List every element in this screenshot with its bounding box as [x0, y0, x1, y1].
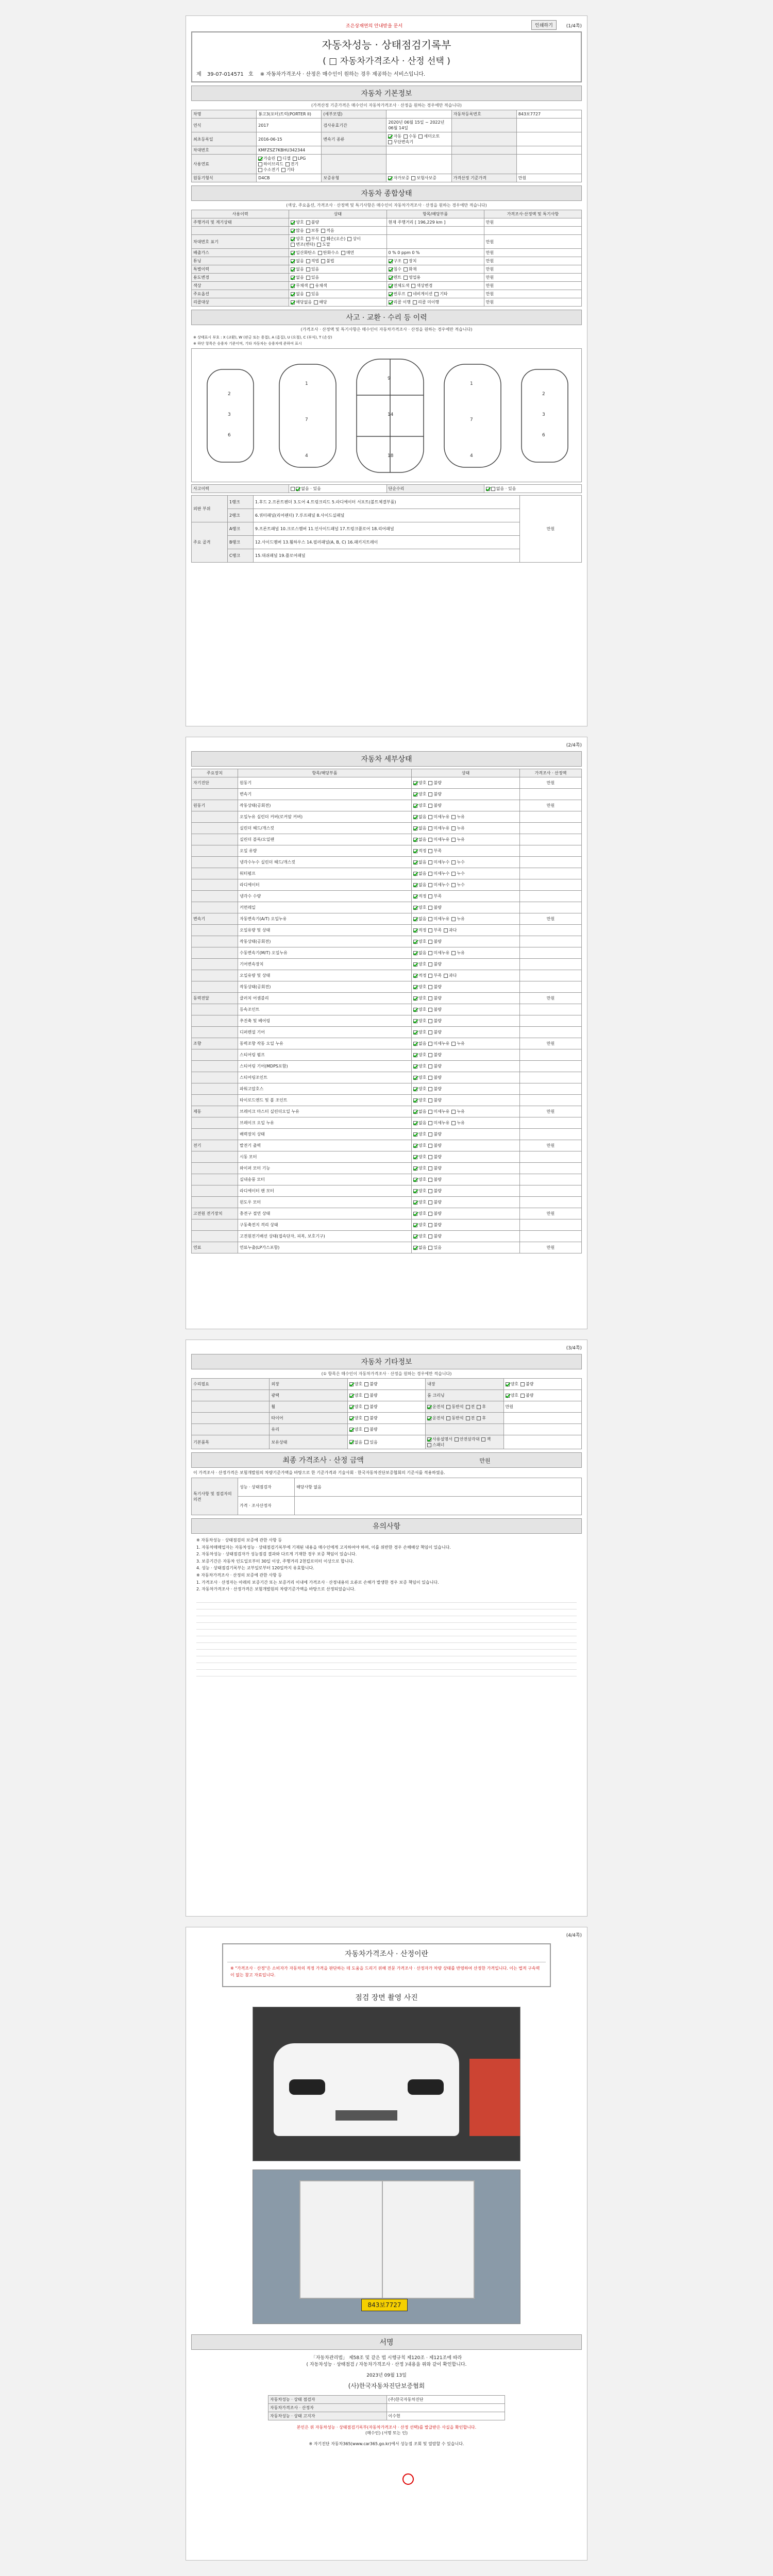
general-table: 사용이력 상태 항목/해당부품 가격조사·산정액 및 특기사항 주행거리 및 계기상태 양호 불량 현재 주행거리 [ 196,229 km ] 만원 많음 보통 적음 차대번호 표기 양호 부식 훼손(오손) 상이변조(변타) 도말 만원 배출가스 일산화탄소 탄화수소 매연 0 % 0 ppm 0 % 만원 튜닝 없음 적법 불법 구조 장치 만원 특별이력 없음 있음 침수 화재 만원 용도변경 없음 있음 렌트 영업용 만원 색상 무채색 유채색 전체도색 색상변경 만원 주요옵션 없음 있음 썬루프 네비게이션 기타 만원 리콜대상 해당없음 해당 리콜 이행 리콜 미이행 만원 [191, 210, 582, 307]
detail-row: 전기 발전기 출력 양호 불량 만원 [192, 1140, 582, 1151]
detail-header: 자동차 세부상태 [191, 751, 582, 767]
detail-row: 윈도우 모터 양호 불량 [192, 1197, 582, 1208]
accident-rank-row: B랭크 12.사이드멤버 13.휠하우스 14.필러패널(A, B, C) 16.패키지트레이 [192, 536, 582, 549]
page-number-2: (2/4쪽) [566, 743, 582, 748]
accident-legend-2: ※ 하단 항목은 승용차 기준이며, 기타 자동차는 승용차에 준하여 표시 [193, 342, 302, 346]
detail-row: 기어변속장치 양호 불량 [192, 959, 582, 970]
basic-header: 자동차 기본정보 [191, 86, 582, 101]
svg-text:4: 4 [470, 453, 473, 459]
pricing-header: 자동차가격조사 · 산정이란 [227, 1948, 546, 1962]
car-outline-svg [192, 349, 582, 482]
other-row: 광택 양호 불량 룸 크리닝 양호 불량 [192, 1390, 582, 1401]
accident-history-label: 사고이력 [192, 485, 289, 493]
svg-text:3: 3 [228, 412, 231, 417]
detail-row: 스티어링 펌프 양호 불량 [192, 1049, 582, 1061]
detail-row: 구동축전지 격리 상태 양호 불량 [192, 1219, 582, 1231]
caution-header: 유의사항 [191, 1518, 582, 1534]
detail-row: 워터펌프 없음 미세누수 누수 [192, 868, 582, 879]
caution-line: 2. 자동차가격조사 · 산정가격은 보험개발원의 차량기준가액을 바탕으로 산정되었습니다. [196, 1587, 356, 1592]
page-3 [186, 1340, 587, 1917]
general-row: 특별이력 없음 있음 침수 화재 만원 [192, 265, 582, 274]
print-button[interactable]: 인쇄하기 [531, 20, 557, 30]
page-2 [186, 737, 587, 1329]
accident-rank-row: 외판 부위 1랭크 1.후드 2.프론트펜더 3.도어 4.트렁크리드 5.라디에이터 서포트(볼트체결부품) 만원 [192, 496, 582, 509]
other-row: 기본품목 보유상태 없음 있음 사용설명서 안전삼각대 잭스패너 [192, 1435, 582, 1449]
general-row: 배출가스 일산화탄소 탄화수소 매연 0 % 0 ppm 0 % 만원 [192, 249, 582, 257]
caution-fill [191, 1598, 582, 1676]
svg-text:2: 2 [542, 392, 545, 397]
page-number-3: (3/4쪽) [566, 1346, 582, 1351]
svg-text:3: 3 [542, 412, 545, 417]
svg-text:2: 2 [228, 392, 231, 397]
sign-buyer: (매수인) (서명 또는 인) [365, 2430, 408, 2435]
no-label: 제 [196, 72, 201, 77]
license-plate: 843보7727 [361, 2299, 408, 2311]
other-table [191, 1378, 582, 1449]
detail-row: 오일유량 및 상태 적정 부족 과다 [192, 925, 582, 936]
accident-legend-1: ※ 상태표시 부호 : X (교환), W (판금 또는 용접), A (흠집), U (요철), C (부식), T (손상) [193, 335, 332, 340]
photo-header: 점검 장면 촬영 사진 [355, 1993, 418, 2002]
final-text: 이 가격조사 · 산정가격은 보험개발원의 차량기준가액을 바탕으로 한 기준가격과 기술사회 · 한국자동차진단보증협회의 기준서를 적용하였음. [193, 1470, 445, 1475]
page-1 [186, 15, 587, 726]
basic-row: 차명 봉고3(포터)트럭(PORTER II) (세부모델) 자동차등록번호 843보7727 [192, 110, 582, 118]
detail-row: 변속기 양호 불량 [192, 789, 582, 800]
basic-row: 최초등록일 2016-06-15 변속기 종류 자동 수동 세미오토무단변속기 [192, 132, 582, 146]
detail-row: 브레이크 오일 누유 없음 미세누유 누유 [192, 1117, 582, 1129]
sign-org: (사)한국자동차진단보증협회 [348, 2382, 425, 2389]
caution-line: 1. 자동차매매업자는 자동차성능 · 상태점검기록부에 기재된 내용을 매수인에게 고지하여야 하며, 이를 위반한 경우 손해배상 책임이 있습니다. [196, 1545, 451, 1550]
general-row: 차대번호 표기 양호 부식 훼손(오손) 상이변조(변타) 도말 만원 [192, 235, 582, 249]
detail-row: 시동 모터 양호 불량 [192, 1151, 582, 1163]
detail-row: 파워고압호스 양호 불량 [192, 1083, 582, 1095]
other-row: 수리필요 외장 양호 불량 내장 양호 불량 [192, 1379, 582, 1390]
detail-row: 작동상태(공회전) 양호 불량 [192, 936, 582, 947]
doc-warning: ※ 자동차가격조사 · 산정은 매수인이 원하는 경우 제공하는 서비스입니다. [260, 72, 426, 77]
svg-text:4: 4 [305, 453, 308, 459]
svg-text:1: 1 [470, 381, 473, 386]
svg-text:6: 6 [542, 433, 545, 438]
sign-law2: ( 자동차성능 · 상태점검 / 자동차가격조사 · 산정 )내용을 위와 같이 확인합니다. [306, 2362, 467, 2367]
svg-text:1: 1 [305, 381, 308, 386]
accident-summary [191, 484, 582, 493]
pricing-text: ※ "가격조사 · 산정"은 소비자가 자동차의 적정 가격을 판단하는 데 도움을 드리기 위해 전문 가격조사 · 산정자가 차량 상태를 반영하여 산정한 가격입니다. 이는 법적 구속력이 없는 참고 자료입니다. [230, 1966, 540, 1977]
page-4 [186, 1927, 587, 2561]
detail-row: 수동변속기(M/T) 오일누유 없음 미세누유 누유 [192, 947, 582, 959]
sign-bottom: ※ 자기진단 자동차365(www.car365.go.kr)에서 성능점 조회 및 열람할 수 있습니다. [309, 2441, 464, 2446]
detail-row: 실린더 블록/오일팬 없음 미세누유 누유 [192, 834, 582, 845]
basic-row: 차대번호 KMFZSZ7KBHU342344 [192, 146, 582, 155]
accident-note: (가격조사 · 산정액 및 특기사항은 매수인이 자동차가격조사 · 산정을 원하는 경우에만 적습니다) [300, 327, 473, 332]
caution-list [191, 1534, 582, 1596]
general-row: 주요옵션 없음 있음 썬루프 네비게이션 기타 만원 [192, 290, 582, 298]
ho-label: 호 [248, 72, 254, 77]
other-header: 자동차 기타정보 [191, 1354, 582, 1369]
detail-row: 냉각수누수 실린더 헤드/개스킷 없음 미세누수 누수 [192, 857, 582, 868]
basic-table [191, 110, 582, 182]
detail-row: 와이퍼 모터 기능 양호 불량 [192, 1163, 582, 1174]
page-number: (1/4쪽) [566, 24, 582, 29]
detail-row: 작동상태(공회전) 양호 불량 [192, 981, 582, 993]
general-note: (색상, 주요옵션, 가격조사 · 산정액 및 특기사항은 매수인이 자동차가격조사 · 산정을 원하는 경우에만 적습니다) [286, 203, 487, 208]
seal-stamp [402, 2473, 414, 2485]
detail-row: 배력장치 상태 양호 불량 [192, 1129, 582, 1140]
other-row: 타이어 양호 불량 운전석 동반석 전 후 [192, 1413, 582, 1424]
final-header: 최종 가격조사 · 산정 금액 만원 [191, 1452, 582, 1468]
accident-table [191, 495, 582, 563]
general-row: 리콜대상 해당없음 해당 리콜 이행 리콜 미이행 만원 [192, 298, 582, 307]
sign-table: 자동차성능 · 상태 점검자 (주)한국자동차진단 자동차가격조사 · 산정자 자동차성능 · 상태 고지자 이수현 [268, 2395, 505, 2420]
detail-row: 디퍼렌셜 기어 양호 불량 [192, 1027, 582, 1038]
general-row: 용도변경 없음 있음 렌트 영업용 만원 [192, 274, 582, 282]
detail-row: 원동기 작동상태(공회전) 양호 불량 만원 [192, 800, 582, 811]
detail-row: 동력전달 클러치 어셈블리 양호 불량 만원 [192, 993, 582, 1004]
accident-rank-row: C랭크 15.대쉬패널 19.플로어패널 [192, 549, 582, 563]
other-row: 휠 양호 불량 운전석 동반석 전 후 만원 [192, 1401, 582, 1413]
general-row: 튜닝 없음 적법 불법 구조 장치 만원 [192, 257, 582, 265]
detail-row: 조향 동력조향 작동 오일 누유 없음 미세누유 누유 만원 [192, 1038, 582, 1049]
caution-line: 3. 보증기간은 자동차 인도일로부터 30일 이상, 주행거리 2천킬로미터 이상으로 합니다. [196, 1558, 354, 1564]
car-diagram [191, 348, 582, 482]
detail-row: 냉각수 수량 적정 부족 [192, 891, 582, 902]
detail-row: 실내송풍 모터 양호 불량 [192, 1174, 582, 1185]
basic-row: 원동기형식 D4CB 보증유형 자가보증 보험사보증 가격산정 기준가격 만원 [192, 174, 582, 182]
detail-row: 오일 유량 적정 부족 [192, 845, 582, 857]
basic-row: 사용연료 가솔린 디젤 LPG하이브리드 전기수소전기 기타 [192, 155, 582, 174]
caution-line: ※ 자동차성능 · 상태점검의 보증에 관한 사항 등 [196, 1538, 282, 1543]
detail-row: 연료 연료누출(LP가스포함) 없음 있음 만원 [192, 1242, 582, 1253]
no-value: 39-07-014571 [207, 72, 244, 77]
top-link[interactable]: 조은상재연의 안내받을 문서 [346, 24, 403, 29]
accident-rank-row: 주요 골격 A랭크 9.프론트패널 10.크로스멤버 11.인사이드패널 17.트렁크플로어 18.리어패널 [192, 522, 582, 536]
doc-subtitle: ( □ 자동차가격조사 · 산정 선택 ) [323, 56, 450, 66]
detail-row: 스티어링 기어(MDPS포함) 양호 불량 [192, 1061, 582, 1072]
other-note: (① 항목은 매수인이 자동차가격조사 · 산정을 원하는 경우에만 적습니다) [321, 1371, 452, 1376]
detail-row: 변속기 자동변속기(A/T) 오일누유 없음 미세누유 누유 만원 [192, 913, 582, 925]
accident-history-value: 없음 · 있음 [289, 485, 386, 493]
caution-line: 4. 성능 · 상태점검기록부는 교부일로부터 120일까지 유효합니다. [196, 1566, 314, 1571]
detail-row: 라디에이터 팬 모터 양호 불량 [192, 1185, 582, 1197]
caution-line: 2. 자동차성능 · 상태점검자가 성능점검 결과와 다르게 기재한 경우 보증 책임이 있습니다. [196, 1552, 357, 1557]
svg-text:14: 14 [388, 412, 394, 417]
basic-row: 연식 2017 검사유효기간 2020년 06월 15일 ~ 2022년 06월 14일 [192, 118, 582, 132]
sign-header: 서명 [191, 2334, 582, 2350]
general-row: 주행거리 및 계기상태 양호 불량 현재 주행거리 [ 196,229 km ] 만원 [192, 218, 582, 227]
detail-row: 실린더 헤드/개스킷 없음 미세누유 누유 [192, 823, 582, 834]
svg-text:9: 9 [388, 376, 391, 381]
detail-row: 고전원전기배선 상태(접속단자, 피복, 보호기구) 양호 불량 [192, 1231, 582, 1242]
svg-text:7: 7 [305, 417, 308, 422]
general-row: 색상 무채색 유채색 전체도색 색상변경 만원 [192, 282, 582, 290]
svg-text:6: 6 [228, 433, 231, 438]
sign-footer: 본인은 위 자동차성능 · 상태점검기록부(자동차가격조사 · 산정 선택)를 발급받은 사실을 확인합니다. [296, 2425, 477, 2430]
page-number-4: (4/4쪽) [566, 1933, 582, 1938]
general-row: 많음 보통 적음 [192, 227, 582, 235]
sign-law: 「자동차관리법」 제58조 및 같은 법 시행규칙 제120조 · 제121조에 따라 [311, 2355, 462, 2361]
detail-row: 등속조인트 양호 불량 [192, 1004, 582, 1015]
car-top-view-front [279, 364, 336, 467]
detail-row: 오일누유 실린더 커버(로커암 커버) 없음 미세누유 누유 [192, 811, 582, 823]
detail-row: 커먼레일 양호 불량 [192, 902, 582, 913]
rear-photo [253, 2170, 520, 2324]
detail-row: 타이로드엔드 및 볼 조인트 양호 불량 [192, 1095, 582, 1106]
accident-header: 사고 · 교환 · 수리 등 이력 [191, 310, 582, 325]
other-row: 유리 양호 불량 [192, 1424, 582, 1435]
detail-row: 오일유량 및 상태 적정 부족 과다 [192, 970, 582, 981]
front-photo [253, 2007, 520, 2161]
detail-row: 자기진단 원동기 양호 불량 만원 [192, 777, 582, 789]
detail-row: 추진축 및 베어링 양호 불량 [192, 1015, 582, 1027]
caution-line: 1. 가격조사 · 산정자는 아래의 보증기간 또는 보증거리 이내에 가격조사 · 산정내용의 오류로 손해가 발생한 경우 보증 책임이 있습니다. [196, 1580, 439, 1585]
car-top-view-rear [444, 364, 501, 467]
simple-repair-value: 없음 · 있음 [484, 485, 581, 493]
basic-note: (가격산정 기준가격은 매수인이 자동차가격조사 · 산정을 원하는 경우에만 적습니다) [311, 103, 462, 108]
svg-text:7: 7 [470, 417, 473, 422]
accident-rank-row: 2랭크 6.쿼터패널(리어펜더) 7.루프패널 8.사이드실패널 [192, 509, 582, 522]
doc-title: 자동차성능 · 상태점검기록부 [322, 39, 451, 51]
final-table: 특기사항 및 점검자의 의견 성능 · 상태점검자 해당사항 없음 가격 · 조사산정자 [191, 1478, 582, 1515]
simple-repair-label: 단순수리 [386, 485, 484, 493]
svg-text:18: 18 [388, 453, 394, 459]
detail-row: 고전원 전기장치 충전구 절연 상태 양호 불량 만원 [192, 1208, 582, 1219]
detail-table: 주요장치 항목/해당부품 상태 가격조사 · 산정액 자기진단 원동기 양호 불량 만원 변속기 양호 불량 원동기 작동상태(공회전) 양호 불량 만원 오일누유 실린더 커버(로커암 커버) 없음 미세누유 누유 실린더 헤드/개스킷 없음 미세누유 누유 실린더 블록/오일팬 없음 미세누유 누유 오일 유량 적정 부족 냉각수누수 실린더 헤드/개스킷 없음 미세누수 누수 워터펌프 없음 미세누수 누수 라디에이터 없음 미세누수 누수 냉각수 수량 적정 부족 커먼레일 양호 불량 변속기 자동변속기(A/T) 오일누유 없음 미세누유 누유 만원 오일유량 및 상태 적정 부족 과다 작동상태(공회전) 양호 불량 수동변속기(M/T) 오일누유 없음 미세누유 누유 기어변속장치 양호 불량 오일유량 및 상태 적정 부족 과다 작동상태(공회전) 양호 불량 동력전달 클러치 어셈블리 양호 불량 만원 등속조인트 양호 불량 추진축 및 베어링 양호 불량 디퍼렌셜 기어 양호 불량 조향 동력조향 작동 오일 누유 없음 미세누유 누유 만원 스티어링 펌프 양호 불량 스티어링 기어(MDPS포함) 양호 불량 스티어링조인트 양호 불량 파워고압호스 양호 불량 타이로드엔드 및 볼 조인트 양호 불량 제동 브레이크 마스터 실린더오일 누유 없음 미세누유 누유 만원 브레이크 오일 누유 없음 미세누유 누유 배력장치 상태 양호 불량 전기 발전기 출력 양호 불량 만원 시동 모터 양호 불량 와이퍼 모터 기능 양호 불량 실내송풍 모터 양호 불량 라디에이터 팬 모터 양호 불량 윈도우 모터 양호 불량 고전원 전기장치 충전구 절연 상태 양호 불량 만원 구동축전지 격리 상태 양호 불량 고전원전기배선 상태(접속단자, 피복, 보호기구) 양호 불량 연료 연료누출(LP가스포함) 없음 있음 만원 [191, 769, 582, 1253]
detail-row: 라디에이터 없음 미세누수 누수 [192, 879, 582, 891]
detail-row: 스티어링조인트 양호 불량 [192, 1072, 582, 1083]
sign-date: 2023년 09월 13일 [366, 2372, 407, 2378]
general-header: 자동차 종합상태 [191, 185, 582, 201]
detail-row: 제동 브레이크 마스터 실린더오일 누유 없음 미세누유 누유 만원 [192, 1106, 582, 1117]
caution-line: ※ 자동차가격조사 · 산정의 보증에 관한 사항 등 [196, 1572, 282, 1578]
